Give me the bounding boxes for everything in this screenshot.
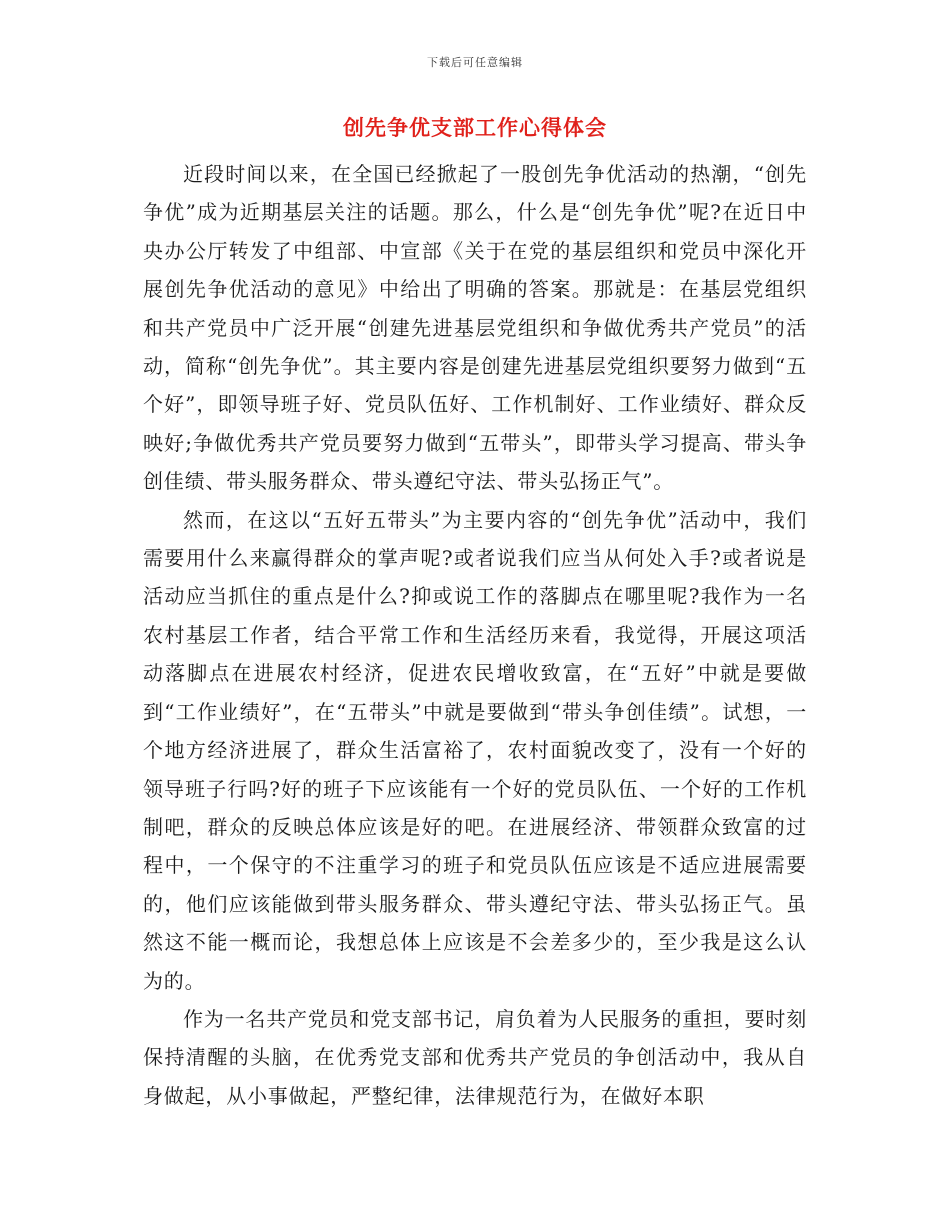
document-body bbox=[143, 155, 807, 1115]
paragraph-2: 然而，在这以“五好五带头”为主要内容的“创先争优”活动中，我们需要用什么来赢得群众的掌声呢?或者说我们应当从何处入手?或者说是活动应当抓住的重点是什么?抑或说工作的落脚点在哪里呢?我作为一名农村基层工作者，结合平常工作和生活经历来看，我觉得，开展这项活动落脚点在进展农村经济，促进农民增收致富，在“五好”中就是要做到“工作业绩好”，在“五带头”中就是要做到“带头争创佳绩”。试想，一个地方经济进展了，群众生活富裕了，农村面貌改变了，没有一个好的领导班子行吗?好的班子下应该能有一个好的党员队伍、一个好的工作机制吧，群众的反映总体应该是好的吧。在进展经济、带领群众致富的过程中，一个保守的不注重学习的班子和党员队伍应该是不适应进展需要的，他们应该能做到带头服务群众、带头遵纪守法、带头弘扬正气。虽然这不能一概而论，我想总体上应该是不会差多少的，至少我是这么认为的。 bbox=[143, 507, 807, 993]
paragraph-1: 近段时间以来，在全国已经掀起了一股创先争优活动的热潮，“创先争优”成为近期基层关注的话题。那么，什么是“创先争优”呢?在近日中央办公厅转发了中组部、中宣部《关于在党的基层组织和党员中深化开展创先争优活动的意见》中给出了明确的答案。那就是：在基层党组织和共产党员中广泛开展“创建先进基层党组织和争做优秀共产党员”的活动，简称“创先争优”。其主要内容是创建先进基层党组织要努力做到“五个好”，即领导班子好、党员队伍好、工作机制好、工作业绩好、群众反映好;争做优秀共产党员要努力做到“五带头”，即带头学习提高、带头争创佳绩、带头服务群众、带头遵纪守法、带头弘扬正气”。 bbox=[143, 162, 807, 494]
document-title: 创先争优支部工作心得体会 bbox=[343, 115, 607, 140]
page-header-note: 下载后可任意编辑 bbox=[427, 56, 523, 69]
paragraph-3: 作为一名共产党员和党支部书记，肩负着为人民服务的重担，要时刻保持清醒的头脑，在优秀党支部和优秀共产党员的争创活动中，我从自身做起，从小事做起，严整纪律，法律规范行为，在做好本职 bbox=[143, 1006, 807, 1108]
